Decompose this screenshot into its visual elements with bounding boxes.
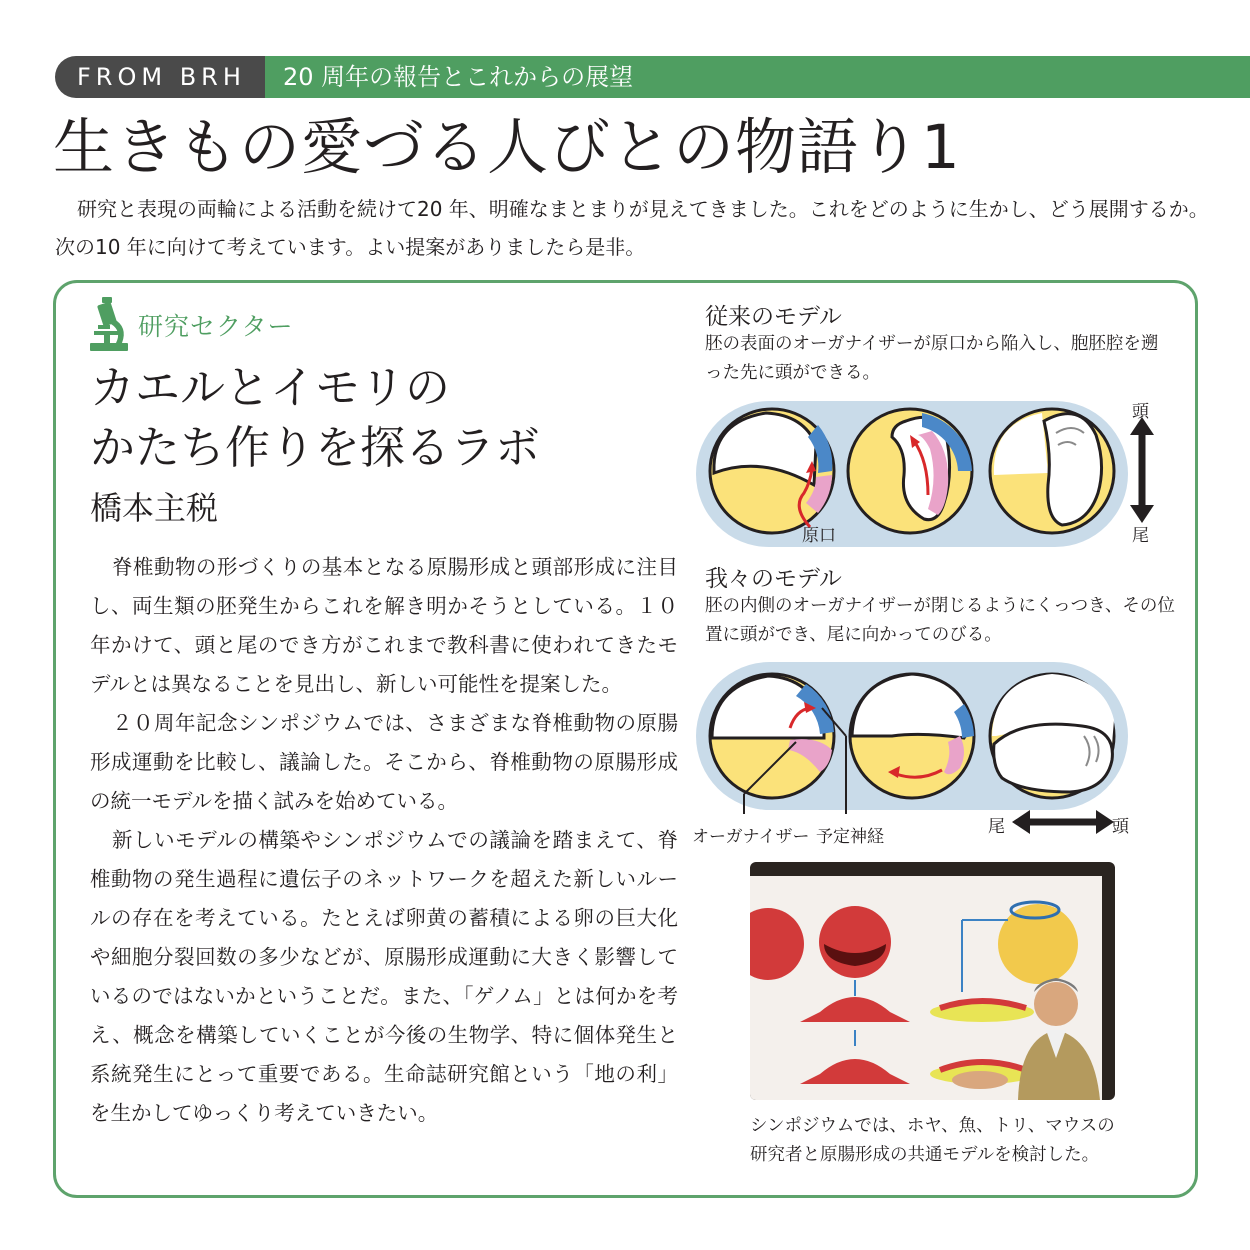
conventional-model-description: 胚の表面のオーガナイザーが原口から陥入し、胞胚腔を遡った先に頭ができる。 xyxy=(705,334,1159,383)
label-presumptive-neural: 予定神経 xyxy=(816,827,884,847)
head-tail-arrow xyxy=(1130,417,1154,523)
label-head: 頭 xyxy=(1132,402,1149,422)
embryo-stage-3 xyxy=(990,409,1114,533)
header-bar xyxy=(55,56,1250,98)
symposium-photo-illustration xyxy=(750,862,1115,1100)
article-body xyxy=(90,548,678,1133)
our-model-figure xyxy=(692,656,1202,846)
embryo-stage-1 xyxy=(710,409,834,533)
conventional-model-figure xyxy=(692,395,1202,555)
page-title: 生きもの愛づる人びとの物語り1 xyxy=(53,112,961,183)
sector-label: 研究セクター xyxy=(138,312,294,341)
label-tail: 尾 xyxy=(988,817,1005,837)
header-series-label: FROM BRH xyxy=(55,56,265,98)
article-title xyxy=(90,358,540,478)
label-blastopore: 原口 xyxy=(802,526,836,546)
microscope-icon xyxy=(88,295,130,353)
our-model-description: 胚の内側のオーガナイザーが閉じるようにくっつき、その位置に頭ができ、尾に向かってのびる。 xyxy=(705,596,1175,645)
tail-head-arrow xyxy=(1012,810,1114,834)
conventional-model-heading: 従来のモデル xyxy=(705,304,842,330)
our-model-heading: 我々のモデル xyxy=(705,566,842,592)
author-name: 橋本主税 xyxy=(90,489,219,527)
label-organizer: オーガナイザー xyxy=(692,827,810,847)
label-tail: 尾 xyxy=(1132,526,1149,546)
label-head: 頭 xyxy=(1112,817,1129,837)
body-paragraph: 脊椎動物の形づくりの基本となる原腸形成と頭部形成に注目し、両生類の胚発生からこれを解き明かそうとしている。１０年かけて、頭と尾のでき方がこれまで教科書に使われてきたモデルとは異なることを見出し、新しい可能性を提案した。 xyxy=(90,555,678,696)
article-title-line: かたち作りを探るラボ xyxy=(90,421,541,474)
embryo-stage-2 xyxy=(850,674,974,798)
embryo-stage-2 xyxy=(848,409,972,533)
embryo-stage-3 xyxy=(990,674,1114,798)
body-paragraph: 新しいモデルの構築やシンポジウムでの議論を踏まえて、脊椎動物の発生過程に遺伝子のネットワークを超えた新しいルールの存在を考えている。たとえば卵黄の蓄積による卵の巨大化や細胞分裂回数の多少などが、原腸形成運動に大きく影響しているのではないかということだ。また、「ゲノム」とは何かを考え、概念を構築していくことが今後の生物学、特に個体発生と系統発生にとって重要である。生命誌研究館という「地の利」を生かしてゆっくり考えていきたい。 xyxy=(90,828,678,1125)
article-title-line: カエルとイモリの xyxy=(90,361,451,414)
conventional-model-diagram xyxy=(692,395,1202,555)
symposium-photo xyxy=(750,862,1115,1100)
intro-text: 研究と表現の両輪による活動を続けて20 年、明確なまとまりが見えてきました。これをどのように生かし、どう展開するか。次の10 年に向けて考えています。よい提案がありましたら是非。 xyxy=(55,197,1209,259)
photo-caption: シンポジウムでは、ホヤ、魚、トリ、マウスの研究者と原腸形成の共通モデルを検討した。 xyxy=(750,1116,1115,1165)
header-subtitle: 20 周年の報告とこれからの展望 xyxy=(265,56,1250,98)
body-paragraph: ２０周年記念シンポジウムでは、さまざまな脊椎動物の原腸形成運動を比較し、議論した。そこから、脊椎動物の原腸形成の統一モデルを描く試みを始めている。 xyxy=(90,711,678,813)
